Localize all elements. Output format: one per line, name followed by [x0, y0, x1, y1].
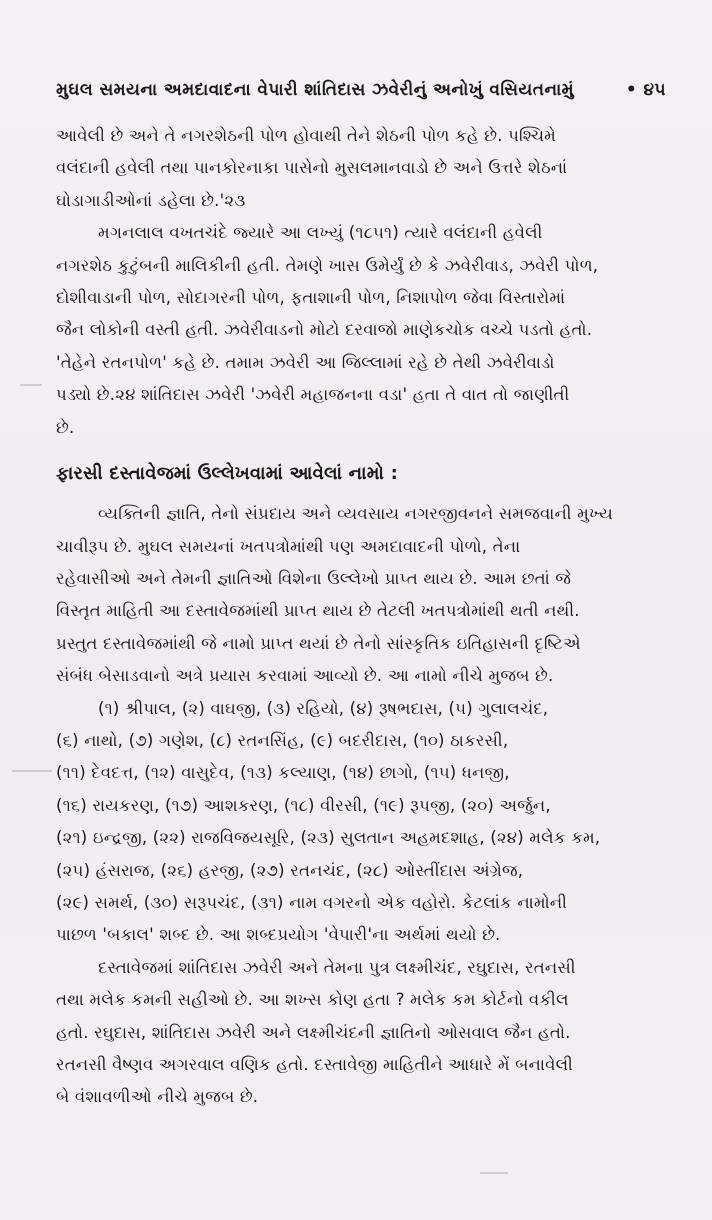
page-number-group [626, 78, 666, 102]
text-line: મગનલાલ વખતચંદે જ્યારે આ લખ્યું (૧૮૫૧) ત્યારે વલંદાની હવેલી [98, 223, 543, 243]
paragraph-3 [56, 498, 666, 692]
running-header [56, 78, 666, 102]
text-line: (૨૧) ઇન્દ્રજી, (૨૨) રાજવિજયસૂરિ, (૨૩) સુલતાન અહમદશાહ, (૨૪) મલેક કમ, [56, 828, 601, 848]
text-line: નગરશેઠ કુટુંબની માલિકીની હતી. તેમણે ખાસ ઉમેર્યું છે કે ઝવેરીવાડ, ઝવેરી પોળ, [56, 255, 599, 275]
text-line: (૧) શ્રીપાલ, (૨) વાઘજી, (૩) રહિયો, (૪) રૂષભદાસ, (૫) ગુલાલચંદ, [98, 698, 549, 718]
text-line: પડ્યો છે.૨૪ શાંતિદાસ ઝવેરી 'ઝવેરી મહાજનના વડા' હતા તે વાત તો જાણીતી [56, 385, 570, 405]
section-heading: ફારસી દસ્તાવેજમાં ઉલ્લેખવામાં આવેલાં નામો : [56, 462, 398, 484]
text-line: દોશીવાડાની પોળ, સોદાગરની પોળ, ફતાશાની પોળ, નિશાપોળ જેવા વિસ્તારોમાં [56, 287, 566, 307]
text-line: (૬) નાથો, (૭) ગણેશ, (૮) રતનસિંહ, (૯) બદરીદાસ, (૧૦) ઠાકરસી, [56, 731, 509, 751]
text-line: પ્રસ્તુત દસ્તાવેજમાંથી જે નામો પ્રાપ્ત થયાં છે તેનો સાંસ્કૃતિક ઇતિહાસની દૃષ્ટિએ [56, 633, 581, 653]
text-line: 'તેહેને રતનપોળ' કહે છે. તમામ ઝવેરી આ જિલ્લામાં રહે છે તેથી ઝવેરીવાડો [56, 352, 555, 372]
page-number: ૪૫ [643, 80, 666, 100]
text-line: (૨૫) હંસરાજ, (૨૬) હરજી, (૨૭) રતનચંદ, (૨૮) ઓસ્તીંદાસ અંગ્રેજ, [56, 860, 524, 880]
text-line: (૧૬) રાયકરણ, (૧૭) આશકરણ, (૧૮) વીરસી, (૧૯) રૂપજી, (૨૦) અર્જુન, [56, 795, 551, 815]
text-line: રહેવાસીઓ અને તેમની જ્ઞાતિઓ વિશેના ઉલ્લેખો પ્રાપ્ત થાય છે. આમ છતાં જે [56, 569, 572, 589]
paragraph-2 [56, 217, 666, 444]
scan-mark [12, 770, 52, 772]
text-line: (૧૧) દેવદત્ત, (૧૨) વાસુદેવ, (૧૩) કલ્યાણ, (૧૪) છાગો, (૧૫) ધનજી, [56, 763, 510, 783]
text-line: સંબંધ બેસાડવાનો અત્રે પ્રયાસ કરવામાં આવ્યો છે. આ નામો નીચે મુજબ છે. [56, 666, 554, 686]
text-line: જૈન લોકોની વસ્તી હતી. ઝવેરીવાડનો મોટો દરવાજો માણેકચોક વચ્ચે પડતો હતો. [56, 320, 593, 340]
paragraph-names-list [56, 693, 666, 952]
text-line: દસ્તાવેજમાં શાંતિદાસ ઝવેરી અને તેમના પુત્ર લક્ષ્મીચંદ, રઘુદાસ, રતનસી [98, 957, 576, 977]
text-line: હતો. રઘુદાસ, શાંતિદાસ ઝવેરી અને લક્ષ્મીચંદની જ્ઞાતિનો ઓસવાલ જૈન હતો. [56, 1022, 571, 1042]
text-line: વિસ્તૃત માહિતી આ દસ્તાવેજમાંથી પ્રાપ્ત થાય છે તેટલી ખતપત્રોમાંથી થતી નથી. [56, 601, 580, 621]
text-line: ચાવીરૂપ છે. મુઘલ સમયનાં ખતપત્રોમાંથી પણ અમદાવાદની પોળો, તેના [56, 536, 521, 556]
text-line: વ્યક્તિની જ્ઞાતિ, તેનો સંપ્રદાય અને વ્યવસાય નગરજીવનને સમજવાની મુખ્ય [98, 504, 613, 524]
header-title: મુઘલ સમયના અમદાવાદના વેપારી શાંતિદાસ ઝવેરીનું અનોખું વસિયતનામું [56, 80, 575, 100]
paragraph-5 [56, 952, 666, 1114]
text-line: તથા મલેક કમની સહીઓ છે. આ શખ્સ કોણ હતા ? મલેક કમ કોર્ટનો વકીલ [56, 990, 569, 1010]
text-line: બે વંશાવળીઓ નીચે મુજબ છે. [56, 1087, 259, 1107]
text-line: પાછળ 'બકાલ' શબ્દ છે. આ શબ્દપ્રયોગ 'વેપારી'ના અર્થમાં થયો છે. [56, 925, 501, 945]
scan-mark [480, 1172, 508, 1174]
scan-mark [20, 384, 42, 386]
paragraph-1 [56, 120, 666, 217]
text-line: (૨૯) સમર્થ, (૩૦) સરૂપચંદ, (૩૧) નામ વગરનો એક વહોરો. કેટલાંક નામોની [56, 892, 568, 912]
header-bullet: • [625, 80, 638, 100]
text-line: વલંદાની હવેલી તથા પાનકોરનાકા પાસેનો મુસલમાનવાડો છે અને ઉત્તરે શેઠનાં [56, 158, 568, 178]
text-line: ઘોડાગાડીઓનાં ડહેલા છે.'૨૩ [56, 190, 246, 210]
body-text [56, 120, 666, 1114]
text-line: છે. [56, 417, 75, 437]
text-line: આવેલી છે અને તે નગરશેઠની પોળ હોવાથી તેને શેઠની પોળ કહે છે. પશ્ચિમે [56, 126, 557, 145]
text-line: રતનસી વૈષ્ણવ અગરવાલ વણિક હતો. દસ્તાવેજી માહિતીને આધારે મેં બનાવેલી [56, 1054, 573, 1074]
